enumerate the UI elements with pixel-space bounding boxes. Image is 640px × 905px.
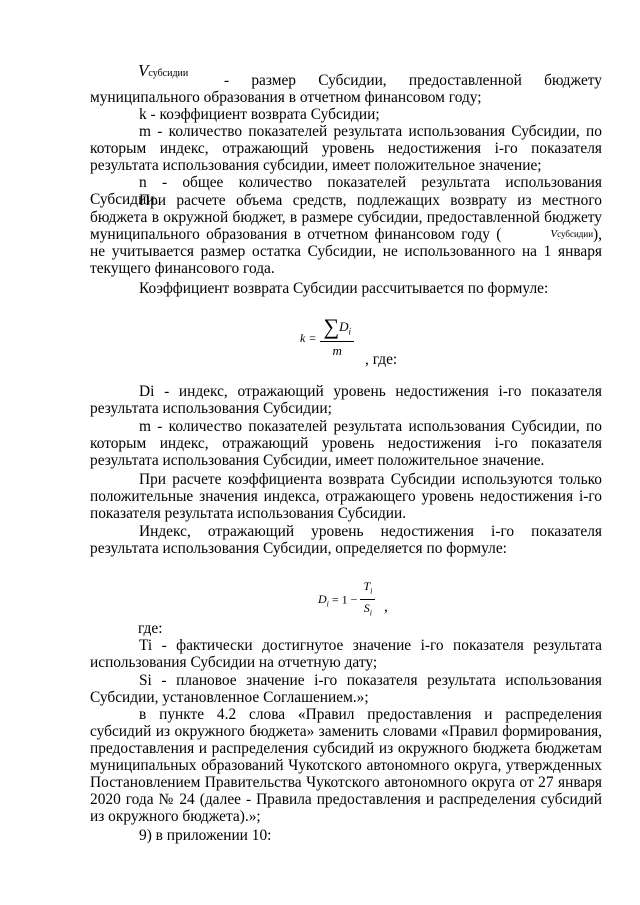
formula-d-lhs: [318, 591, 329, 609]
m-definition-2: m - количество показателей результата использования Субсидии, по которым индекс, отражающий уровень недостижения i-го показателя результата использования Субсидии, имеет положительное значение.: [90, 418, 602, 469]
coef-intro: Коэффициент возврата Субсидии рассчитывается по формуле:: [139, 280, 549, 297]
formula-k-fraction: [320, 314, 354, 359]
formula-k-lhs: k =: [300, 330, 317, 345]
formula-d-eq: = 1 −: [331, 592, 358, 607]
v-inline-symbol: V: [550, 228, 558, 240]
formula-d-den-var: S: [363, 601, 370, 616]
calc-text-after: ), не учитывается размер остатка Субсидии, не использованного на 1 января текущего финансового года.: [90, 226, 602, 277]
formula-d-lhs-var: D: [318, 591, 327, 606]
formula-d-den-sub: i: [369, 608, 373, 618]
index-intro: Индекс, отражающий уровень недостижения i-го показателя результата использования Субсидии, определяется по формуле:: [90, 523, 602, 557]
v-inline-subscript: субсидии: [557, 229, 594, 239]
formula-k-num-sub: i: [348, 326, 352, 337]
formula-k-denominator: m: [332, 342, 342, 358]
formula-k: [300, 314, 354, 359]
v-definition-line1: - размер Субсидии, предоставленной бюджету: [224, 72, 602, 89]
calc-paragraph: [90, 192, 602, 277]
formula-d-num-var: T: [363, 579, 371, 593]
ti-definition: Ti - фактически достигнутое значение i-го показателя результата использования Субсидии на отчетную дату;: [90, 637, 602, 671]
item-9-paragraph: 9) в приложении 10:: [139, 827, 272, 844]
sum-symbol: ∑: [323, 314, 340, 339]
v-symbol: V: [138, 61, 149, 80]
di-definition: Di - индекс, отражающий уровень недостижения i-го показателя результата использования Субсидии;: [90, 383, 602, 417]
v-subscript: субсидии: [148, 68, 189, 79]
si-definition: Si - плановое значение i-го показателя результата использования Субсидии, установленное Соглашением.»;: [90, 672, 602, 706]
clause-4-2-paragraph: в пункте 4.2 слова «Правил предоставления и распределения субсидий из окружного бюджета» заменить словами «Правил формирования, предоставления и распределения субсидий из окружного бюджета бюджетам муниципальных образований Чукотского автономного округа, утвержденных Постановлением Правительства Чукотского автономного округа от 27 января 2020 года № 24 (далее - Правила предоставления и распределения субсидий из окружного бюджета).»;: [90, 706, 602, 825]
v-subsidy-symbol: [138, 62, 188, 82]
v-definition-line2: муниципального образования в отчетном финансовом году;: [90, 89, 482, 106]
formula-d-numerator: [360, 578, 375, 600]
formula-d-num-sub: i: [370, 586, 373, 596]
formula-d-lhs-sub: i: [326, 599, 329, 609]
k-definition: k - коэффициент возврата Субсидии;: [139, 106, 380, 123]
formula-k-num-var: D: [339, 319, 349, 334]
formula-d: [318, 578, 375, 622]
calc-text-before: При расчете объема средств, подлежащих возврату из местного бюджета в окружной бюджет, в размере субсидии, предоставленной бюджету муниципального образования в отчетном финансовом году (: [90, 192, 602, 243]
positive-values-paragraph: При расчете коэффициента возврата Субсидии используются только положительные значения индекса, отражающего уровень недостижения i-го показателя результата использования Субсидии.: [90, 471, 602, 522]
n-definition: n - общее количество показателей результата использования Субсидии.: [90, 174, 602, 208]
v-subsidy-inline: [501, 228, 593, 240]
where-label: где:: [138, 620, 163, 637]
formula-k-where: , где:: [365, 351, 398, 368]
formula-d-fraction: [360, 578, 375, 622]
m-definition-1: m - количество показателей результата использования Субсидии, по которым индекс, отражающий уровень недостижения i-го показателя результата использования субсидии, имеет положительное значение;: [90, 123, 602, 174]
formula-k-numerator: [320, 314, 354, 342]
formula-d-denominator: [360, 600, 375, 621]
formula-d-comma: ,: [384, 598, 388, 615]
